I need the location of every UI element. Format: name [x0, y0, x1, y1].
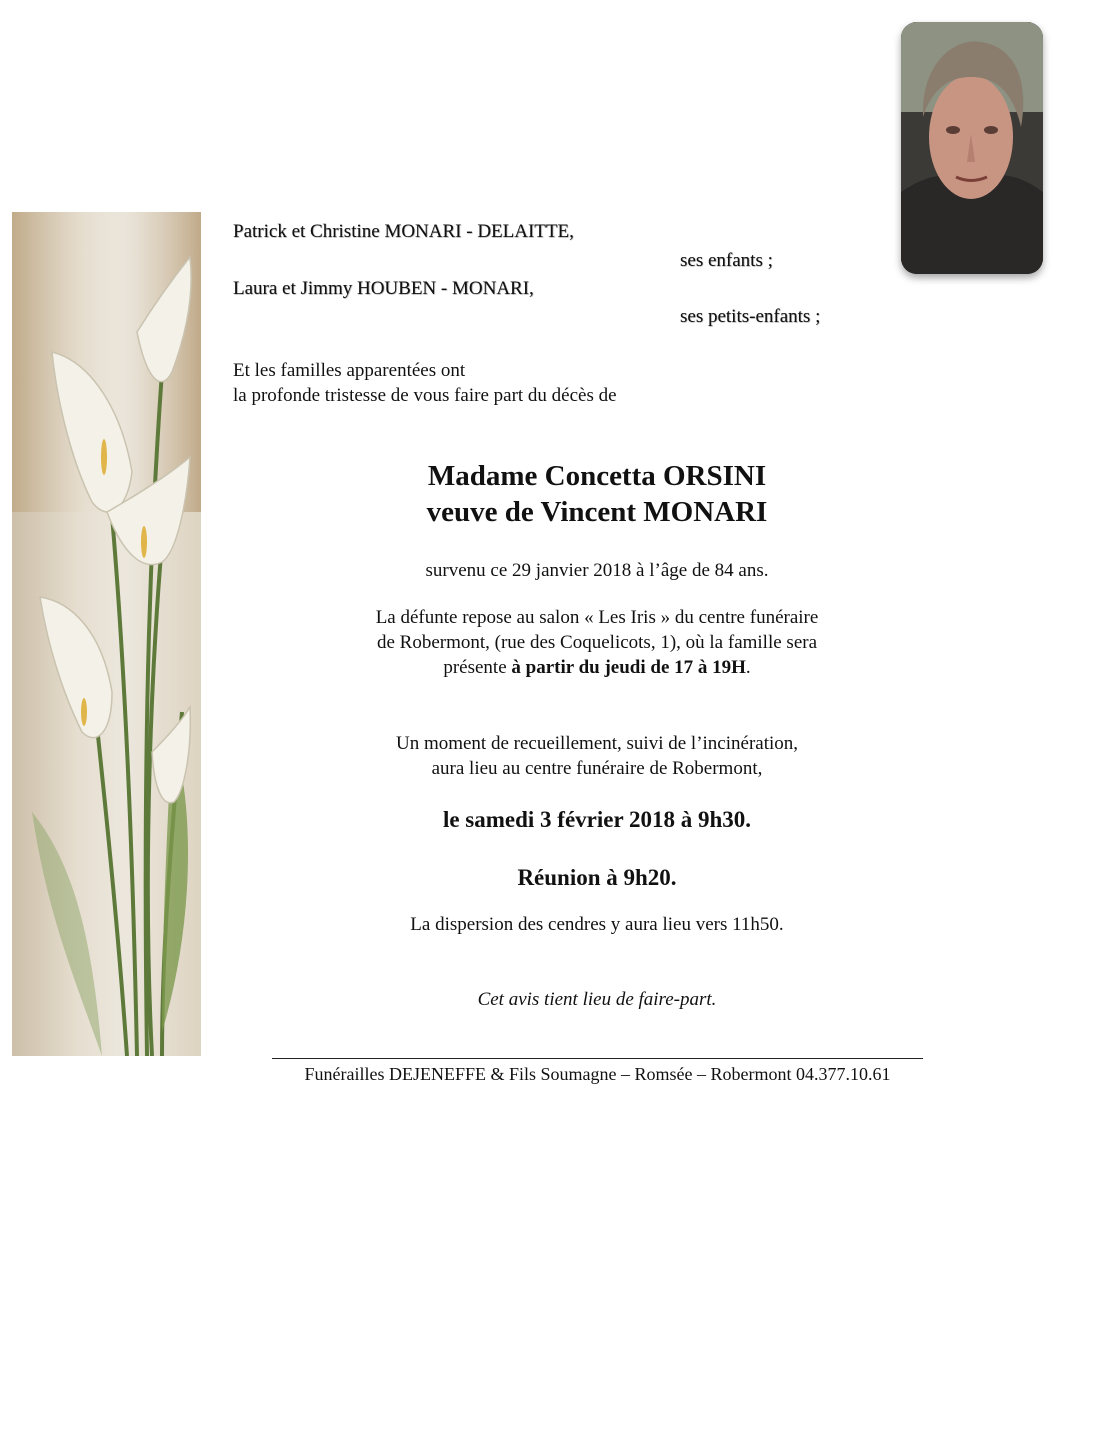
portrait-photo [901, 22, 1043, 274]
meeting-time: Réunion à 9h20. [517, 865, 677, 890]
intro-text [233, 358, 617, 408]
footer-funeral-home: Funérailles DEJENEFFE & Fils Soumagne – Romsée – Robermont 04.377.10.61 [304, 1064, 891, 1084]
dispersion-info: La dispersion des cendres y aura lieu vers 11h50. [410, 914, 784, 935]
intro-line-1: Et les familles apparentées ont [233, 360, 466, 381]
footer-divider [272, 1058, 923, 1059]
viewing-hours: à partir du jeudi de 17 à 19H [511, 657, 746, 678]
calla-lily-illustration [12, 212, 201, 1056]
family-relation-grandchildren: ses petits-enfants ; [680, 306, 821, 327]
family-relation-children: ses enfants ; [680, 250, 773, 271]
ceremony-info [297, 731, 897, 781]
ceremony-line-1: Un moment de recueillement, suivi de l’incinération, [395, 733, 799, 754]
ceremony-line-2: aura lieu au centre funéraire de Robermont, [431, 758, 763, 779]
viewing-info [297, 605, 897, 680]
notice-text: Cet avis tient lieu de faire-part. [477, 989, 717, 1010]
viewing-line-3-end: . [745, 657, 751, 678]
family-line-children: Patrick et Christine MONARI - DELAITTE, [233, 221, 574, 242]
deceased-widow-of: veuve de Vincent MONARI [426, 496, 768, 528]
deceased-name-block [297, 458, 897, 530]
viewing-line-1: La défunte repose au salon « Les Iris » du centre funéraire [375, 607, 819, 628]
ceremony-date: le samedi 3 février 2018 à 9h30. [442, 807, 752, 832]
viewing-line-3 [297, 655, 897, 680]
death-info: survenu ce 29 janvier 2018 à l’âge de 84 ans. [425, 560, 769, 581]
viewing-line-3-start: présente [443, 657, 512, 678]
calla-lily-image [12, 212, 201, 1056]
intro-line-2: la profonde tristesse de vous faire part du décès de [233, 385, 617, 406]
deceased-name: Madame Concetta ORSINI [427, 460, 767, 492]
viewing-line-2: de Robermont, (rue des Coquelicots, 1), où la famille sera [376, 632, 818, 653]
portrait-illustration [901, 22, 1043, 274]
family-line-grandchildren: Laura et Jimmy HOUBEN - MONARI, [233, 278, 534, 299]
